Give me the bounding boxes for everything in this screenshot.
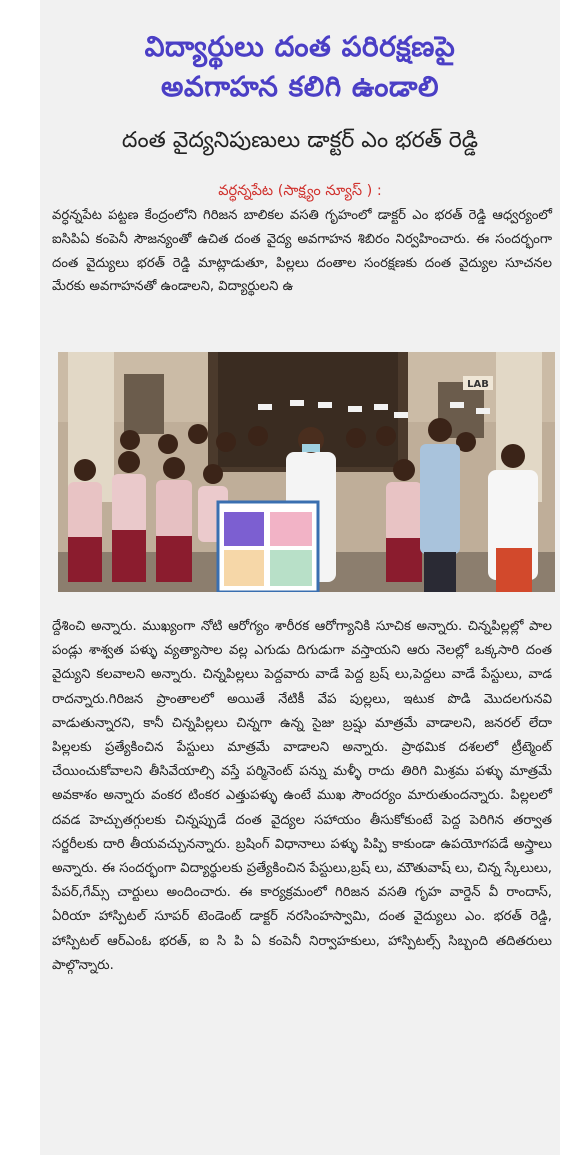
photo-illustration — [58, 352, 555, 592]
dateline: వర్ధన్నపేట (సాక్ష్యం న్యూస్ ) : — [218, 183, 382, 199]
headline-line-2: అవగాహన కలిగి ఉండాలి — [160, 70, 440, 103]
lab-sign: LAB — [467, 379, 489, 390]
article-paragraph-1: వర్ధన్నపేట పట్టణ కేంద్రంలోని గిరిజన బాలికల వసతి గృహంలో డాక్టర్ ఎం భరత్ రెడ్డి ఆధ్వర్యంలో ఐసిపిఏ కంపెనీ సౌజన్యంతో ఉచిత దంత వైద్య అవగాహన శిబిరం నిర్వహించారు. ఈ సందర్భంగా దంత వైద్యులు భరత్ రెడ్డి మాట్లాడుతూ, పిల్లలు దంతాల సంరక్షణకు దంత వైద్యుల సూచనల మేరకు అవగాహనతో ఉండాలని, విద్యార్థులని ఉ — [52, 208, 552, 295]
man-figure — [420, 418, 460, 592]
headline-line-1: విద్యార్థులు దంత పరిరక్షణపై — [144, 30, 456, 63]
news-photo — [58, 352, 555, 592]
newspaper-clipping — [40, 0, 560, 1155]
dental-poster — [218, 502, 318, 592]
subheadline: దంత వైద్యనిపుణులు డాక్టర్ ఎం భరత్ రెడ్డి — [121, 128, 479, 153]
article-paragraph-2: ద్దేశించి అన్నారు. ముఖ్యంగా నోటి ఆరోగ్యం శారీరక ఆరోగ్యానికి సూచిక అన్నారు. చిన్నపిల్లల్లో పాల పండ్లు శాశ్వత పళ్ళు వ్యత్యాసాల వల్ల ఎగుడు దిగుడుగా వస్తాయని ఆరు నెలల్లో ఒక్కసారి దంత వైద్యుని కలవాలని అన్నారు. చిన్నపిల్లలు పెద్దవారు వాడే పెద్ద బ్రష్ లు,పెద్దలు వాడే పేస్టులు, వాడ రాదన్నారు.గిరిజన ప్రాంతాలలో అయితే నేటికీ వేప పుల్లలు, ఇటుక పొడి మొదలగునవి వాడుతున్నారని, కానీ చిన్నపిల్లలు చిన్నగా ఉన్న సైజు బ్రష్షు మాత్రమే వాడాలని, జనరల్ లేదా పిల్లలకు ప్రత్యేకించిన పేస్టులు మాత్రమే వాడాలని అన్నారు. ప్రాథమిక దశలలో ట్రీట్మెంట్ చేయించుకోవాలని తీసివేయాల్సి వస్తే పర్మినెంట్ పన్ను మళ్ళీ రాదు తిరిగి మిశ్రమ పళ్ళు మాత్రమే అవకాశం అన్నారు వంకర టింకర ఎత్తుపళ్ళు ఉంటే ముఖ సౌందర్యం మారుతుందన్నారు. పిల్లలలో దవడ హెచ్చుతగ్గులకు చిన్నప్పుడే దంత వైద్యల సహాయం తీసుకోకుంటే పెద్ద పెరిగిన తర్వాత సర్జరీలకు దారి తీయవచ్చునన్నారు. బ్రషింగ్ విధానాలు పళ్ళు పిప్పి కాకుండా ఉపయోగపడే అస్త్రాలు అన్నారు. ఈ సందర్భంగా విద్యార్థులకు ప్రత్యేకించిన పేస్టులు,బ్రష్ లు, మౌతువాష్ లు, చిన్న స్కేలులు, పేపర్,గేమ్స్ చార్టులు అందించారు. ఈ కార్యక్రమంలో గిరిజన వసతి గృహ వార్డెన్ వీ రాందాస్, ఏరియా హాస్పిటల్ సూపర్ టెండెంట్ డాక్టర్ నరసింహస్వామి, దంత వైద్యులు ఎం. భరత్ రెడ్డి, హాస్పిటల్ ఆర్ఎంఓ భరత్, ఐ సి పి ఏ కంపెనీ నిర్వాహకులు, హాస్పిటల్స్ సిబ్బంది తదితరులు పాల్గొన్నారు. — [52, 619, 552, 973]
